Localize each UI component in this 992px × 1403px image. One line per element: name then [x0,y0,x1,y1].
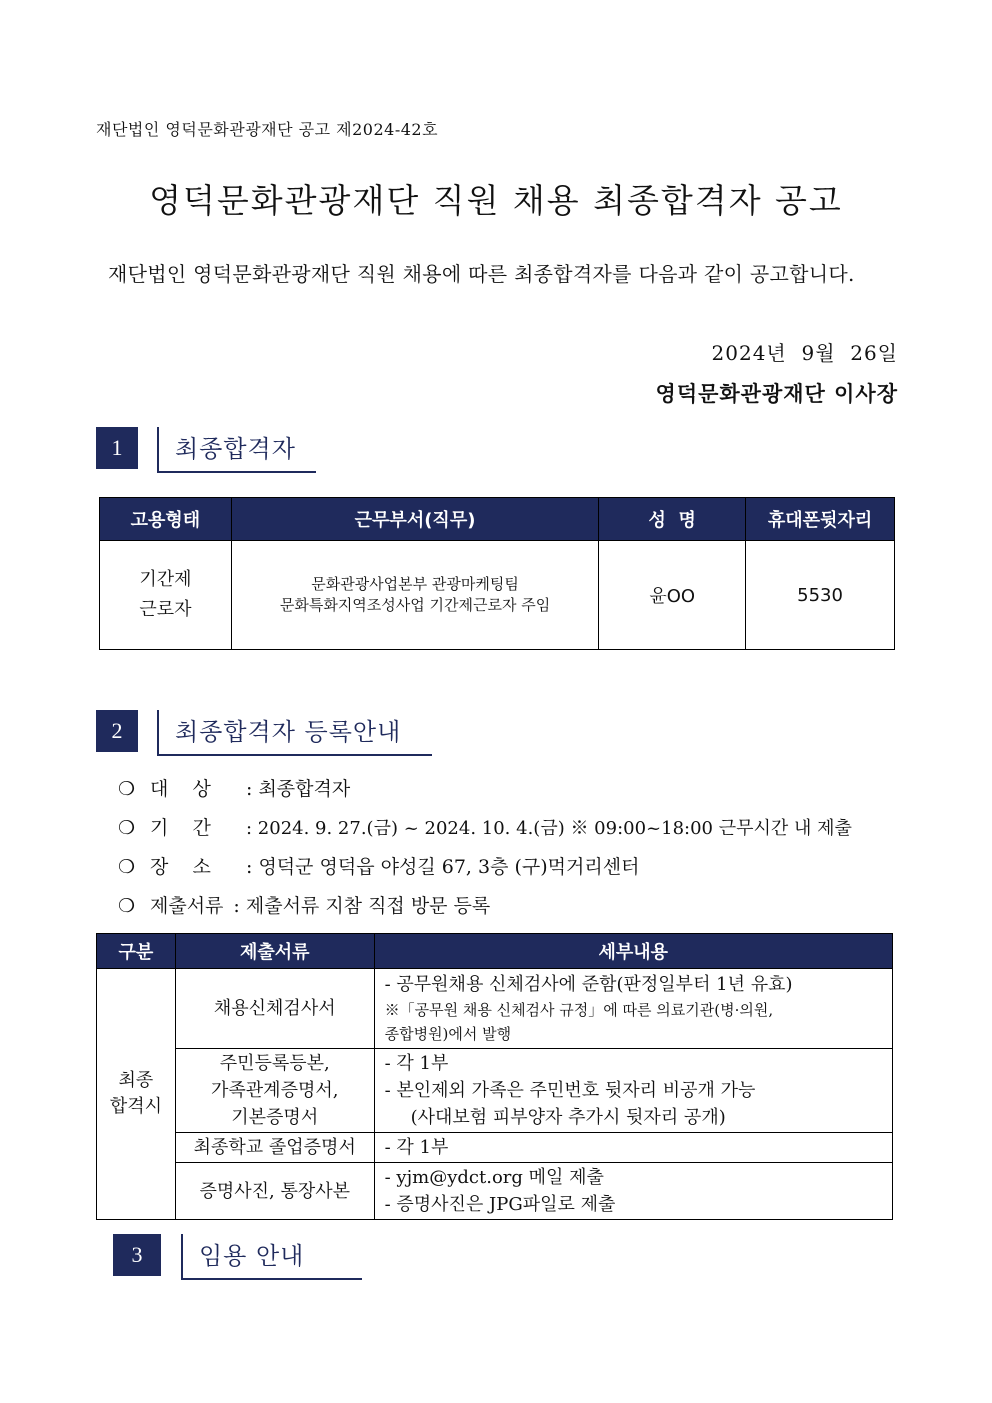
header-category: 구분 [97,934,176,969]
header-phone: 휴대폰뒷자리 [746,498,895,541]
document-name: 증명사진, 통장사본 [175,1163,374,1220]
intro-text: 재단법인 영덕문화관광재단 직원 채용에 따른 최종합격자를 다음과 같이 공고합니다. [108,262,855,286]
section-1-header [96,427,316,473]
document-details [374,1163,892,1220]
detail-line: - 각 1부 [384,1053,449,1074]
detail-line: ※「공무원 채용 신체검사 규정」에 따른 의료기관(병·의원, [384,1001,774,1019]
document-details [374,969,892,1049]
category-line: 합격시 [109,1096,163,1117]
table-row [97,969,893,1049]
circle-bullet-icon: ❍ [118,895,136,917]
item-value: : 영덕군 영덕읍 야성길 67, 3층 (구)먹거리센터 [246,856,640,878]
employment-line: 근로자 [139,599,192,620]
document-details [374,1133,892,1163]
finalist-table [99,497,895,650]
section-title: 최종합격자 [157,427,316,473]
documents-table [96,933,893,1220]
header-name: 성 명 [599,498,746,541]
item-value: : 2024. 9. 27.(금) ~ 2024. 10. 4.(금) ※ 09:00~18:00 근무시간 내 제출 [246,818,852,839]
list-item [118,848,852,887]
item-value: : 최종합격자 [246,778,351,800]
page-title: 영덕문화관광재단 직원 채용 최종합격자 공고 [149,181,843,220]
notice-number: 재단법인 영덕문화관광재단 공고 제2024-42호 [96,120,439,139]
table-row [100,541,895,650]
section-number: 2 [96,710,138,752]
table-header-row [97,934,893,969]
section-title: 임용 안내 [181,1234,362,1280]
list-item [118,770,852,809]
category-line: 최종 [118,1070,154,1091]
item-label: 대 상 [150,778,211,800]
detail-line: - yjm@ydct.org 메일 제출 [384,1167,604,1188]
notice-date: 2024년 9월 26일 [711,341,898,365]
section-title: 최종합격자 등록안내 [157,710,432,756]
header-department: 근무부서(직무) [231,498,598,541]
department [231,541,598,650]
finalist-name: 윤OO [599,541,746,650]
section-number: 3 [113,1234,161,1276]
circle-bullet-icon: ❍ [118,856,136,878]
detail-line: 종합병원)에서 발행 [384,1025,512,1043]
category-cell [97,969,176,1220]
detail-line: - 각 1부 [384,1137,449,1158]
list-item [118,887,852,926]
section-2-header [96,710,432,756]
list-item [118,809,852,848]
item-label: 기 간 [150,817,211,839]
circle-bullet-icon: ❍ [118,817,136,839]
employment-line: 기간제 [139,569,192,590]
item-label: 장 소 [150,856,211,878]
document-name: 채용신체검사서 [175,969,374,1049]
registration-info-list [118,770,852,926]
department-line: 문화관광사업본부 관광마케팅팀 [311,575,519,593]
phone-last-digits: 5530 [746,541,895,650]
department-line: 문화특화지역조성사업 기간제근로자 주임 [279,596,551,614]
detail-line: - 본인제외 가족은 주민번호 뒷자리 비공개 가능 [384,1080,756,1101]
document-line: 주민등록등본, [219,1053,330,1074]
header-documents: 제출서류 [175,934,374,969]
table-row [97,1049,893,1133]
item-value: : 제출서류 지참 직접 방문 등록 [233,895,491,917]
document-name: 최종학교 졸업증명서 [175,1133,374,1163]
table-row [97,1163,893,1220]
document-line: 기본증명서 [231,1107,319,1128]
table-row [97,1133,893,1163]
employment-type [100,541,232,650]
section-3-header [113,1234,362,1280]
detail-line: - 증명사진은 JPG파일로 제출 [384,1194,616,1215]
item-label: 제출서류 [150,895,224,917]
detail-line: - 공무원채용 신체검사에 준함(판정일부터 1년 유효) [384,974,793,995]
circle-bullet-icon: ❍ [118,778,136,800]
document-details [374,1049,892,1133]
detail-line: (사대보험 피부양자 추가시 뒷자리 공개) [410,1107,726,1128]
header-details: 세부내용 [374,934,892,969]
section-number: 1 [96,427,138,469]
document-name [175,1049,374,1133]
document-line: 가족관계증명서, [211,1080,339,1101]
header-employment: 고용형태 [100,498,232,541]
table-header-row [100,498,895,541]
signatory: 영덕문화관광재단 이사장 [655,381,898,406]
